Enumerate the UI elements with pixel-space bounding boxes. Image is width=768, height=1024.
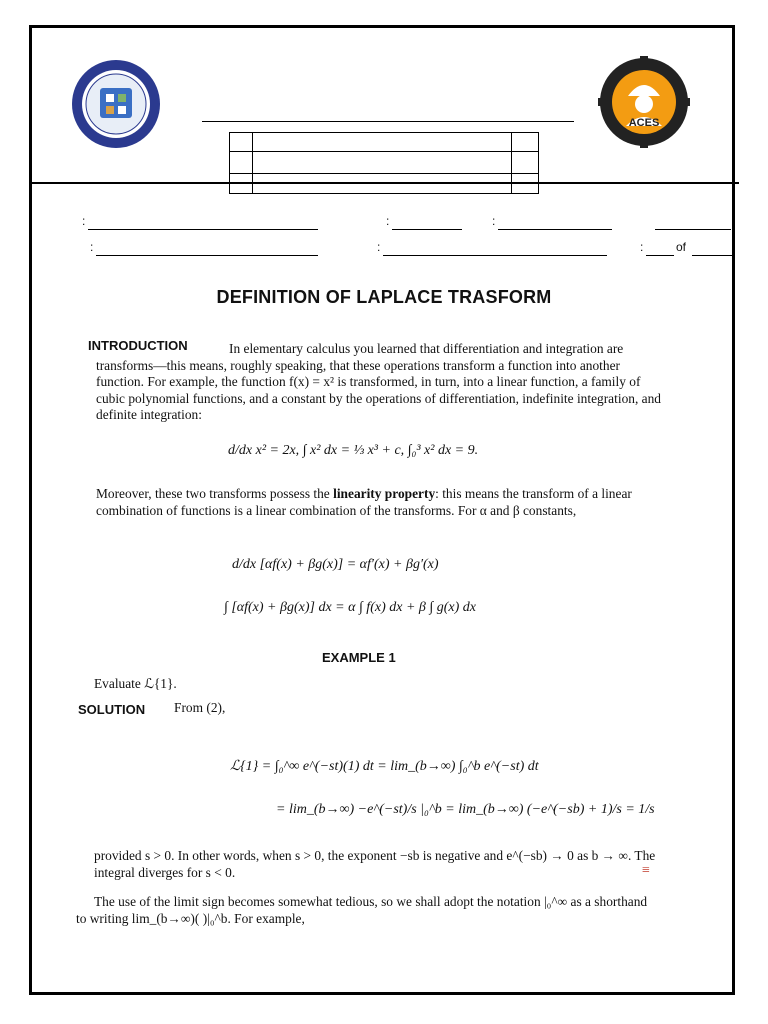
example-heading: EXAMPLE 1 — [322, 650, 396, 665]
notation-paragraph: The use of the limit sign becomes somewhat tedious, so we shall adopt the notation |₀^∞ as a shorthand to writing lim_(b→∞)( )|₀^b. For example, — [76, 894, 648, 926]
equation-5: = lim_(b→∞) −e^(−st)/s |₀^b = lim_(b→∞) (−e^(−sb) + 1)/s = 1/s — [276, 802, 655, 817]
introduction-label: INTRODUCTION — [88, 338, 188, 353]
solution-label: SOLUTION — [78, 702, 146, 717]
page-title: DEFINITION OF LAPLACE TRASFORM — [216, 287, 552, 307]
field-subject[interactable]: : — [377, 240, 607, 256]
linearity-paragraph: Moreover, these two transforms possess the linearity property: this means the transform of a linear combination of functions is a linear combination of the transforms. For α and β constants, — [96, 486, 632, 518]
field-score[interactable] — [655, 214, 731, 230]
equation-3: ∫ [αf(x) + βg(x)] dx = α ∫ f(x) dx + β ∫ g(x) dx — [224, 600, 476, 615]
equation-1: d/dx x² = 2x, ∫ x² dx = ⅓ x³ + c, ∫₀³ x² dx = 9. — [228, 443, 479, 458]
header-info-box — [229, 132, 539, 194]
introduction-paragraph: In elementary calculus you learned that differentiation and integration are transforms—this means, roughly speaking, that these operations transform a function into another function. For example, the function f(x) = x² is transformed, in turn, into a linear function, a family of cubic polynomial functions, and a constant by the operations of differentiation, indefinite integration, and definite integration: — [96, 341, 661, 422]
header-title-line — [202, 121, 574, 122]
aces-gear-logo-icon — [598, 56, 690, 148]
equation-4: ℒ{1} = ∫₀^∞ e^(−st)(1) dt = lim_(b→∞) ∫₀^b e^(−st) dt — [230, 759, 539, 774]
provided-paragraph: provided s > 0. In other words, when s > 0, the exponent −sb is negative and e^(−sb) → 0 as b → ∞. The integral diverges for s < 0. — [94, 848, 656, 880]
evaluate-text: Evaluate ℒ{1}. — [94, 676, 177, 691]
university-seal-icon — [70, 58, 162, 150]
field-instructor[interactable]: : — [90, 240, 318, 256]
field-page[interactable]: : of — [640, 240, 732, 256]
menu-icon[interactable]: ≡ — [642, 863, 650, 878]
svg-text:ACES: ACES — [628, 117, 660, 129]
field-date[interactable]: : — [492, 214, 612, 230]
field-section[interactable]: : — [386, 214, 462, 230]
field-name[interactable]: : — [82, 214, 318, 230]
equation-2: d/dx [αf(x) + βg(x)] = αf′(x) + βg′(x) — [232, 557, 439, 572]
from-text: From (2), — [174, 700, 226, 715]
